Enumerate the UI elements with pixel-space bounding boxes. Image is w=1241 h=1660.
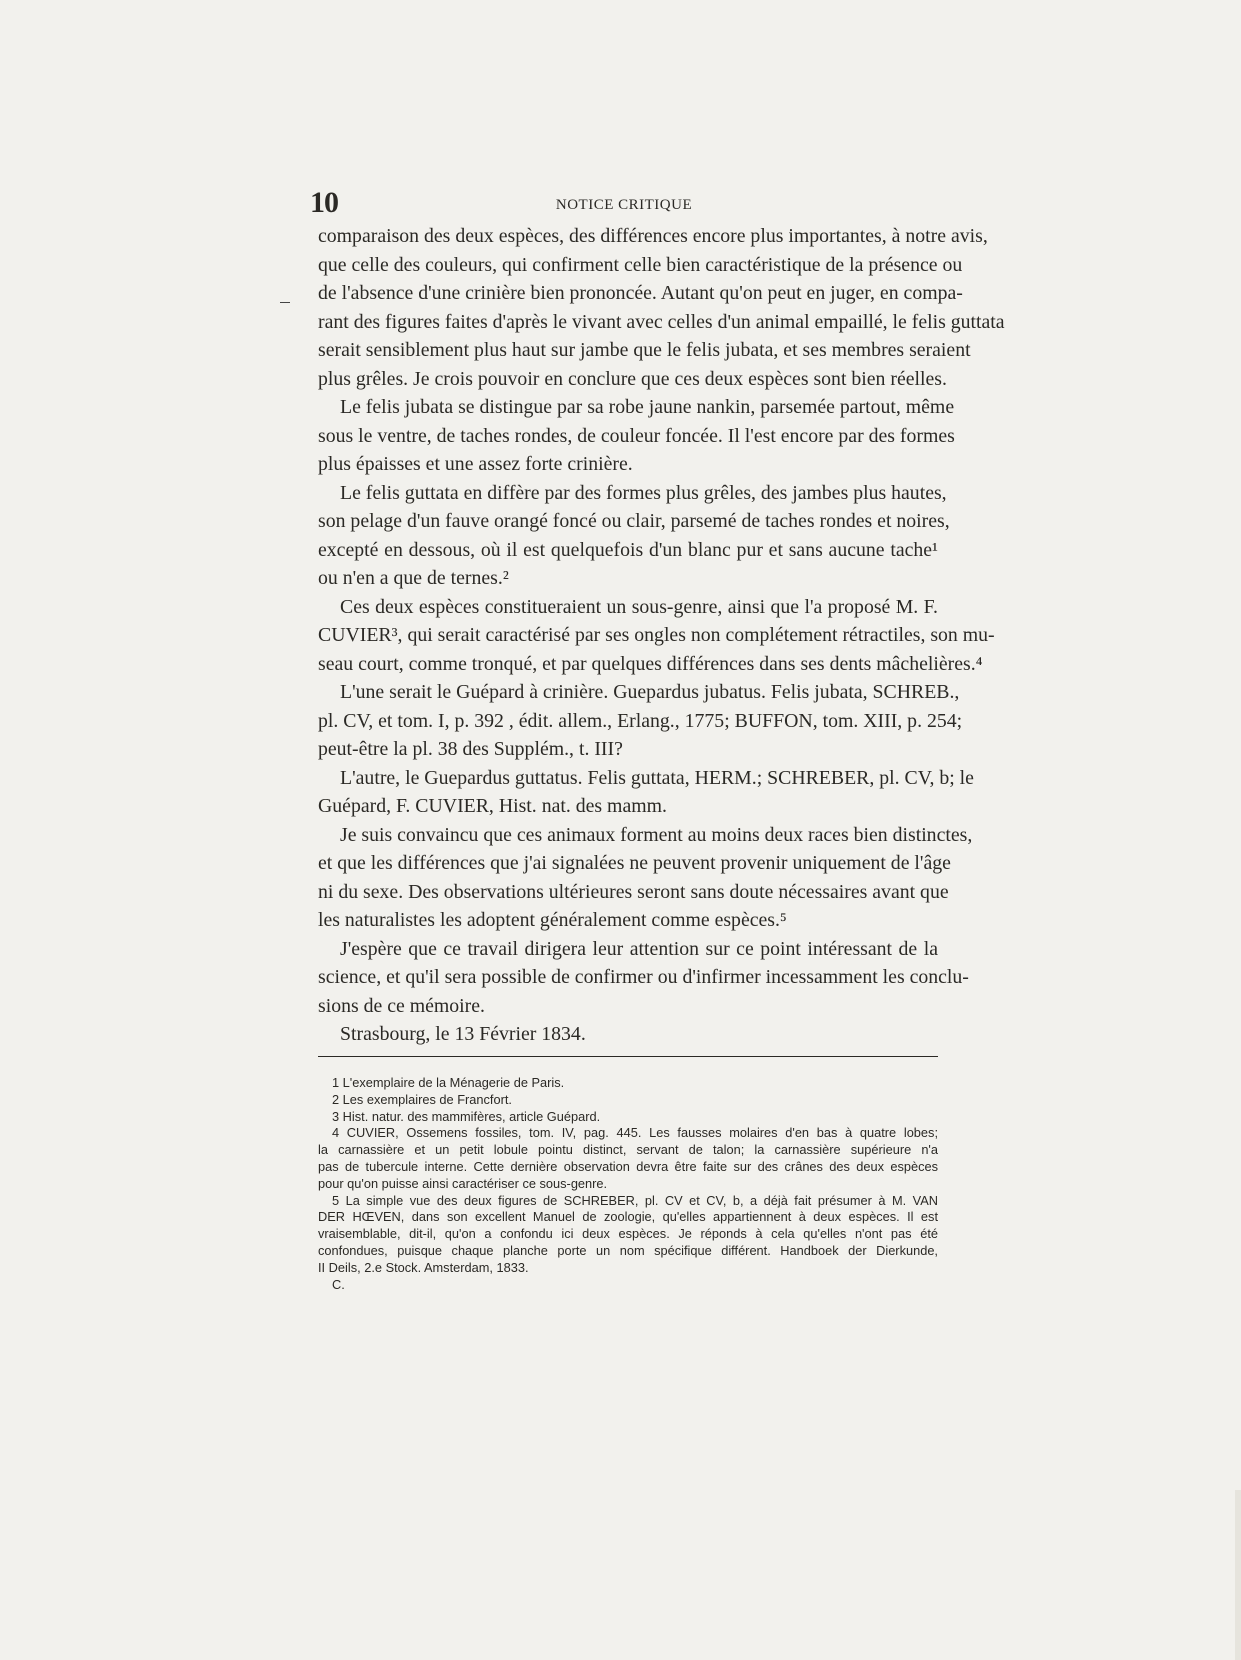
body-line: de l'absence d'une crinière bien prononcée. Autant qu'on peut en juger, en compa-	[318, 282, 963, 304]
body-line: sions de ce mémoire.	[318, 994, 485, 1017]
body-line: plus grêles. Je crois pouvoir en conclure que ces deux espèces sont bien réelles.	[318, 367, 947, 390]
footnote-line: II Deils, 2.e Stock. Amsterdam, 1833.	[318, 1259, 529, 1275]
body-line: que celle des couleurs, qui confirment celle bien caractéristique de la présence ou	[318, 253, 963, 276]
body-line: Le felis guttata en diffère par des formes plus grêles, des jambes plus hautes,	[340, 481, 947, 504]
footnote-line: la carnassière et un petit lobule pointu distinct, servant de talon; la carnassière supérieure n'a	[318, 1142, 938, 1158]
footnote-rule	[318, 1056, 938, 1057]
body-line: serait sensiblement plus haut sur jambe que le felis jubata, et ses membres seraient	[318, 339, 971, 361]
footnote-line: 1 L'exemplaire de la Ménagerie de Paris.	[332, 1075, 565, 1090]
body-line: L'autre, le Guepardus guttatus. Felis guttata, HERM.; SCHREBER, pl. CV, b; le	[340, 766, 974, 789]
page-number: 10	[310, 186, 338, 219]
footnote-line: 5 La simple vue des deux figures de SCHREBER, pl. CV et CV, b, a déjà fait présumer à M. VAN	[332, 1192, 938, 1208]
body-line: plus épaisses et une assez forte crinière.	[318, 453, 633, 475]
body-line: ou n'en a que de ternes.²	[318, 567, 509, 589]
body-line: son pelage d'un fauve orangé foncé ou clair, parsemé de taches rondes et noires,	[318, 510, 950, 532]
body-line: Ces deux espèces constitueraient un sous-genre, ainsi que l'a proposé M. F.	[340, 595, 938, 618]
footnote-line: C.	[332, 1276, 345, 1292]
body-line: rant des figures faites d'après le vivant avec celles d'un animal empaillé, le felis guttata	[318, 310, 1005, 333]
body-line: Guépard, F. CUVIER, Hist. nat. des mamm.	[318, 795, 667, 817]
footnote-line: 4 CUVIER, Ossemens fossiles, tom. IV, pag. 445. Les fausses molaires d'en bas à quatre lobes;	[332, 1125, 938, 1141]
footnote-line: confondues, puisque chaque planche porte un nom spécifique différent. Handboek der Dierkunde,	[318, 1242, 938, 1258]
margin-mark	[280, 302, 290, 303]
body-text	[318, 222, 1005, 1049]
body-line: comparaison des deux espèces, des différences encore plus importantes, à notre avis,	[318, 225, 988, 247]
body-line: pl. CV, et tom. I, p. 392 , édit. allem., Erlang., 1775; BUFFON, tom. XIII, p. 254;	[318, 709, 963, 732]
body-line: peut-être la pl. 38 des Supplém., t. III?	[318, 738, 623, 760]
page-header	[310, 186, 938, 226]
body-line: science, et qu'il sera possible de confirmer ou d'infirmer incessamment les conclu-	[318, 966, 969, 988]
page-edge	[1235, 1490, 1241, 1660]
body-line: CUVIER³, qui serait caractérisé par ses ongles non complétement rétractiles, son mu-	[318, 624, 995, 646]
body-line: les naturalistes les adoptent généralement comme espèces.⁵	[318, 909, 787, 931]
footnote-line: vraisemblable, dit-il, qu'on a confondu ici deux espèces. Je réponds à cela qu'elles n'ont pas été	[318, 1226, 938, 1242]
body-line: ni du sexe. Des observations ultérieures seront sans doute nécessaires avant que	[318, 880, 949, 903]
body-line: sous le ventre, de taches rondes, de couleur foncée. Il l'est encore par des formes	[318, 424, 955, 447]
footnote-line: 3 Hist. natur. des mammifères, article Guépard.	[332, 1108, 601, 1124]
footnote-line: pas de tubercule interne. Cette dernière observation devra être faite sur des crânes des deux espèces	[318, 1158, 938, 1174]
body-line: L'une serait le Guépard à crinière. Guepardus jubatus. Felis jubata, SCHREB.,	[340, 681, 960, 703]
body-line: Je suis convaincu que ces animaux forment au moins deux races bien distinctes,	[340, 823, 973, 846]
body-line: Le felis jubata se distingue par sa robe jaune nankin, parsemée partout, même	[340, 396, 955, 418]
footnote-line: DER HŒVEN, dans son excellent Manuel de zoologie, qu'elles appartiennent à deux espèces. Il est	[318, 1209, 938, 1225]
body-line: Strasbourg, le 13 Février 1834.	[340, 1023, 586, 1045]
footnote-line: 2 Les exemplaires de Francfort.	[332, 1091, 512, 1107]
running-title: NOTICE CRITIQUE	[555, 197, 693, 213]
body-line: J'espère que ce travail dirigera leur attention sur ce point intéressant de la	[340, 937, 938, 960]
footnote-line: pour qu'on puisse ainsi caractériser ce sous-genre.	[318, 1175, 608, 1191]
footnotes	[318, 1075, 938, 1293]
body-line: seau court, comme tronqué, et par quelques différences dans ses dents mâchelières.⁴	[318, 652, 983, 675]
body-line: excepté en dessous, où il est quelquefois d'un blanc pur et sans aucune tache¹	[318, 538, 938, 561]
body-line: et que les différences que j'ai signalées ne peuvent provenir uniquement de l'âge	[318, 852, 951, 874]
